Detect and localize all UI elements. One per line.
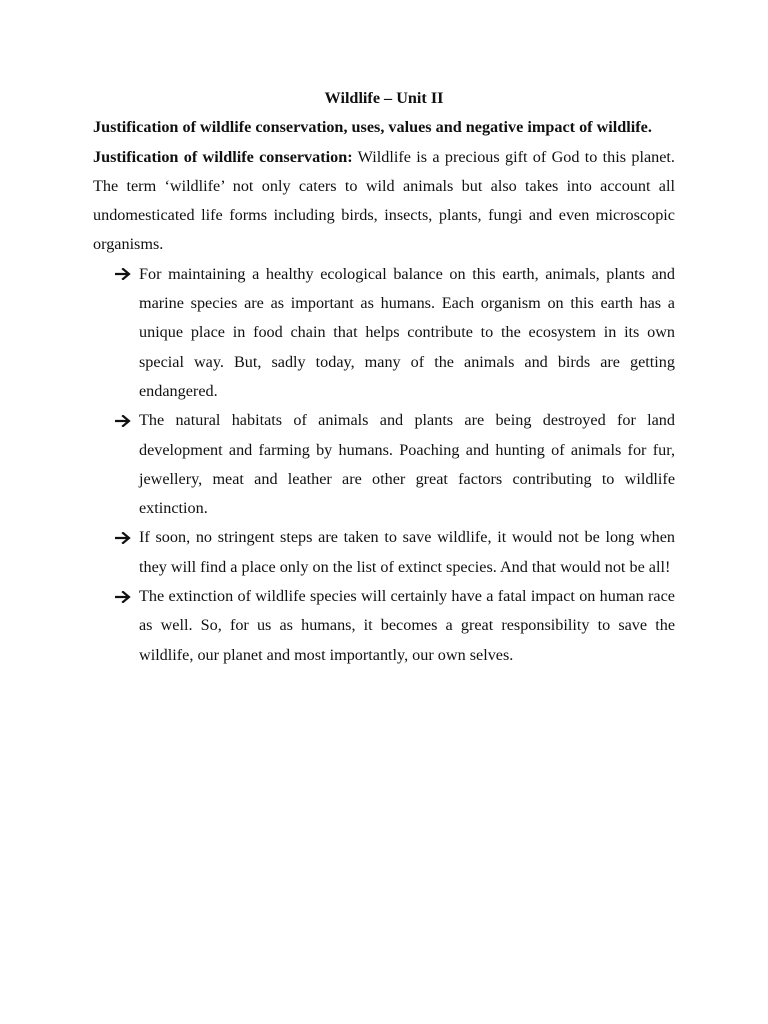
bullet-list	[93, 260, 675, 670]
intro-text: Wildlife is a precious gift of God to this planet. The term ‘wildlife’ not only caters to wild animals but also takes into account all undomesticated life forms including birds, insects, plants, fungi and even microscopic organisms.	[93, 147, 675, 254]
right-arrow-icon	[115, 406, 135, 435]
list-item-text: The extinction of wildlife species will certainly have a fatal impact on human race as well. So, for us as humans, it becomes a great responsibility to save the wildlife, our planet and most importantly, our own selves.	[139, 587, 675, 664]
list-item	[93, 582, 675, 670]
intro-paragraph	[93, 143, 675, 260]
right-arrow-icon	[115, 582, 135, 611]
list-item	[93, 406, 675, 523]
list-item-text: For maintaining a healthy ecological balance on this earth, animals, plants and marine species are as important as humans. Each organism on this earth has a unique place in food chain that helps contribute to the ecosystem in its own special way. But, sadly today, many of the animals and birds are getting endangered.	[139, 264, 675, 400]
right-arrow-icon	[115, 523, 135, 552]
right-arrow-icon	[115, 260, 135, 289]
list-item	[93, 260, 675, 406]
list-item-text: If soon, no stringent steps are taken to save wildlife, it would not be long when they will find a place only on the list of extinct species. And that would not be all!	[139, 528, 675, 576]
document-page	[93, 84, 675, 670]
document-title: Wildlife – Unit II	[324, 89, 444, 107]
section-heading: Justification of wildlife conservation, uses, values and negative impact of wildlife.	[93, 118, 652, 137]
intro-lead: Justification of wildlife conservation:	[93, 147, 353, 166]
list-item	[93, 523, 675, 582]
list-item-text: The natural habitats of animals and plants are being destroyed for land development and farming by humans. Poaching and hunting of animals for fur, jewellery, meat and leather are other great factors contributing to wildlife extinction.	[139, 411, 675, 518]
